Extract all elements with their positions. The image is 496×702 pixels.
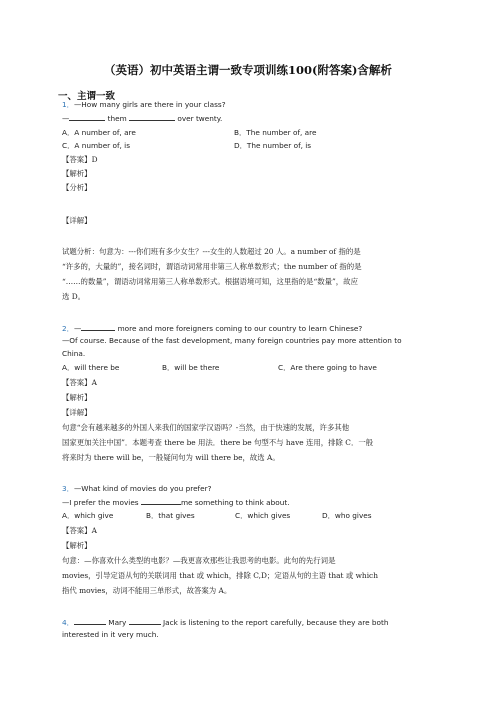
q1-option-b: B．The number of, are [234,128,317,137]
q1-detail-label: 【详解】 [62,216,92,225]
q1-explanation-line1: 试题分析：句意为：---你们班有多少女生？---女生的人数超过 20 人。a number of 指的是 [62,247,361,256]
q1-fenxi-label: 【分析】 [62,183,92,192]
q2-number: 2． [62,324,74,333]
blank [141,497,181,505]
q4-number: 4． [62,618,74,627]
q3-explanation-line1: 句意：—你喜欢什么类型的电影？—我更喜欢那些让我思考的电影。此句的先行词是 [62,556,336,565]
blank [129,617,161,625]
section-heading: 一、主谓一致 [58,91,116,102]
q1-number: 1． [62,100,74,109]
q2-explanation-line3: 将来时为 there will be，一般疑问句为 will there be，故选 A。 [62,453,280,462]
q1-option-d: D．The number of, is [234,141,312,150]
q2-option-a: A．will there be [62,363,120,372]
q1-explanation-line2: “许多的，大量的”，接名词时，谓语动词常用非第三人称单数形式；the number of 指的是 [62,262,362,271]
q1-answer: 【答案】D [62,155,98,164]
q1-option-a: A．A number of, are [62,128,136,137]
q2-stem: 2．— more and more foreigners coming to our country to learn Chinese? [62,324,363,333]
blank [74,617,106,625]
q3-explanation-line3: 指代 movies，动词不能用三单形式，故答案为 A。 [62,586,232,595]
q1-analysis-label: 【解析】 [62,169,92,178]
q2-answer: 【答案】A [62,378,97,387]
q1-option-c: C．A number of, is [62,141,131,150]
q1-line2: — them over twenty. [62,114,223,123]
document-title: （英语）初中英语主谓一致专项训练100(附答案)含解析 [104,63,392,77]
q2-option-c: C．Are there going to have [278,363,377,372]
q4-stem: 4． Mary Jack is listening to the report carefully, because they are both [62,618,389,627]
q2-explanation-line2: 国家更加关注中国”．本题考查 there be 用法．there be 句型不与 have 连用，排除 C．一般 [62,438,374,447]
blank [81,323,115,331]
q2-analysis-label: 【解析】 [62,393,92,402]
q4-line2: interested in it very much. [62,630,159,639]
q2-explanation-line1: 句意“会有越来越多的外国人来我们的国家学汉语吗？-当然，由于快速的发展，许多其他 [62,423,350,432]
q2-line3: China. [62,349,86,358]
q1-explanation-line4: 选 D。 [62,292,86,301]
q3-option-a: A．which give [62,511,114,520]
q1-explanation-line3: “……的数量”，谓语动词常用第三人称单数形式。根据语境可知，这里指的是“数量”，故应 [62,277,358,286]
q3-option-d: D．who gives [322,511,372,520]
q3-line2: —I prefer the movies me something to think about. [62,498,290,507]
blank [129,113,175,121]
q3-explanation-line2: movies，引导定语从句的关联词用 that 或 which，排除 C,D；定语从句的主语 that 或 which [62,571,378,580]
q2-detail-label: 【详解】 [62,408,92,417]
q3-answer: 【答案】A [62,526,97,535]
blank [69,113,105,121]
q1-stem: 1．—How many girls are there in your class? [62,100,226,109]
q3-analysis-label: 【解析】 [62,541,92,550]
q2-option-b: B．will be there [162,363,220,372]
q3-stem: 3．—What kind of movies do you prefer? [62,484,212,493]
q3-option-c: C．which gives [235,511,291,520]
q3-number: 3． [62,484,74,493]
q3-option-b: B．that gives [146,511,195,520]
q2-line2: —Of course. Because of the fast development, many foreign countries pay more attention to [62,336,402,345]
